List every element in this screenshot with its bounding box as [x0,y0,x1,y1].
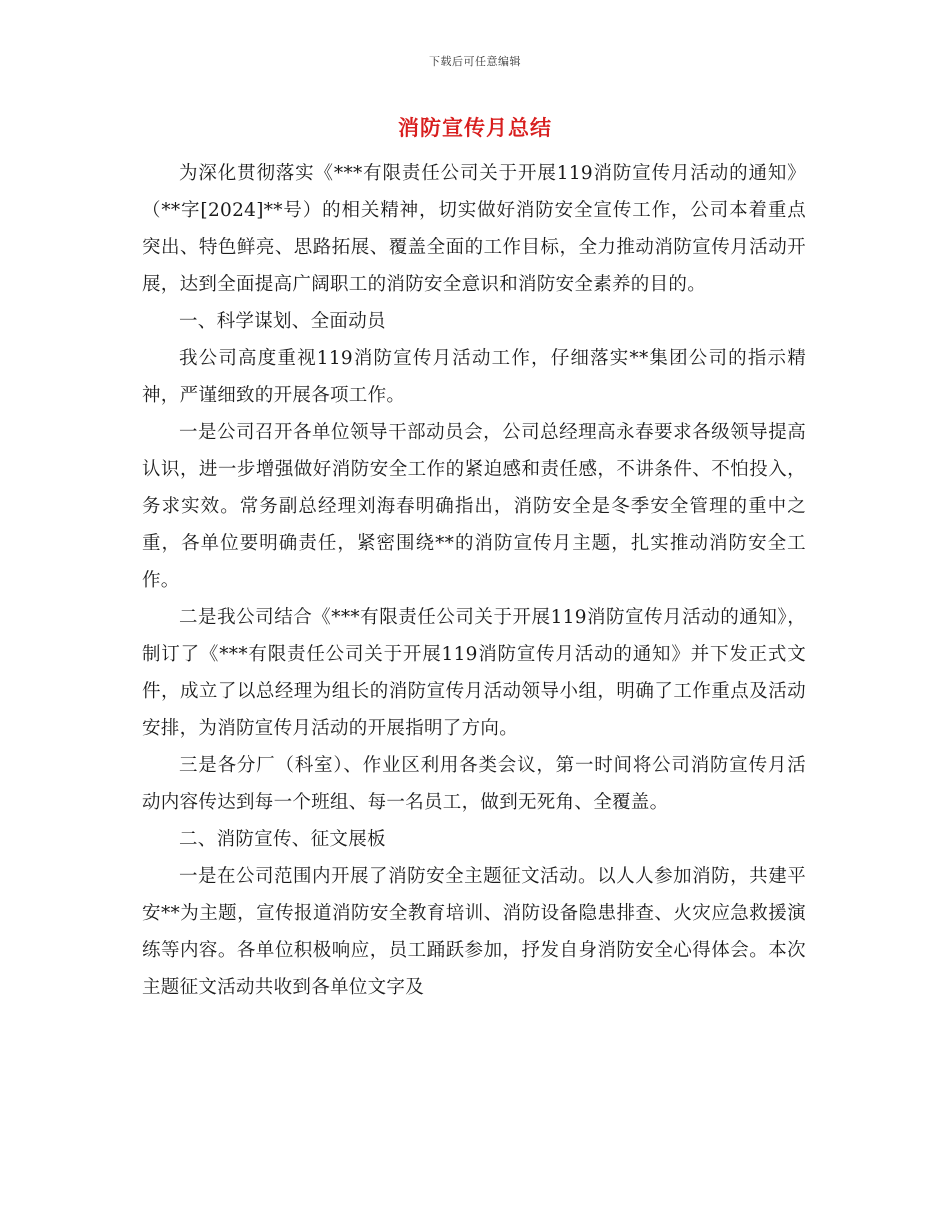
paragraph: 一是公司召开各单位领导干部动员会，公司总经理高永春要求各级领导提高认识，进一步增强做好消防安全工作的紧迫感和责任感，不讲条件、不怕投入，务求实效。常务副总经理刘海春明确指出，消防安全是冬季安全管理的重中之重，各单位要明确责任，紧密围绕**的消防宣传月主题，扎实推动消防安全工作。 [142,422,806,591]
paragraph: 一是在公司范围内开展了消防安全主题征文活动。以人人参加消防，共建平安**为主题，宣传报道消防安全教育培训、消防设备隐患排查、火灾应急救援演练等内容。各单位积极响应，员工踊跃参加，抒发自身消防安全心得体会。本次主题征文活动共收到各单位文字及 [142,866,806,998]
document-title: 消防宣传月总结 [398,115,552,140]
header-note: 下载后可任意编辑 [429,55,521,68]
paragraph: 三是各分厂（科室）、作业区利用各类会议，第一时间将公司消防宣传月活动内容传达到每一个班组、每一名员工，做到无死角、全覆盖。 [142,755,806,813]
document-body [142,155,806,1006]
section-heading-2: 二、消防宣传、征文展板 [179,829,386,850]
paragraph-intro: 为深化贯彻落实《***有限责任公司关于开展119消防宣传月活动的通知》（**字[2024]**号）的相关精神，切实做好消防安全宣传工作，公司本着重点突出、特色鲜亮、思路拓展、覆盖全面的工作目标，全力推动消防宣传月活动开展，达到全面提高广阔职工的消防安全意识和消防安全素养的目的。 [142,163,806,295]
paragraph: 二是我公司结合《***有限责任公司关于开展119消防宣传月活动的通知》，制订了《***有限责任公司关于开展119消防宣传月活动的通知》并下发正式文件，成立了以总经理为组长的消防宣传月活动领导小组，明确了工作重点及活动安排，为消防宣传月活动的开展指明了方向。 [142,607,806,739]
section-heading-1: 一、科学谋划、全面动员 [179,311,386,332]
paragraph: 我公司高度重视119消防宣传月活动工作，仔细落实**集团公司的指示精神，严谨细致的开展各项工作。 [142,348,806,406]
